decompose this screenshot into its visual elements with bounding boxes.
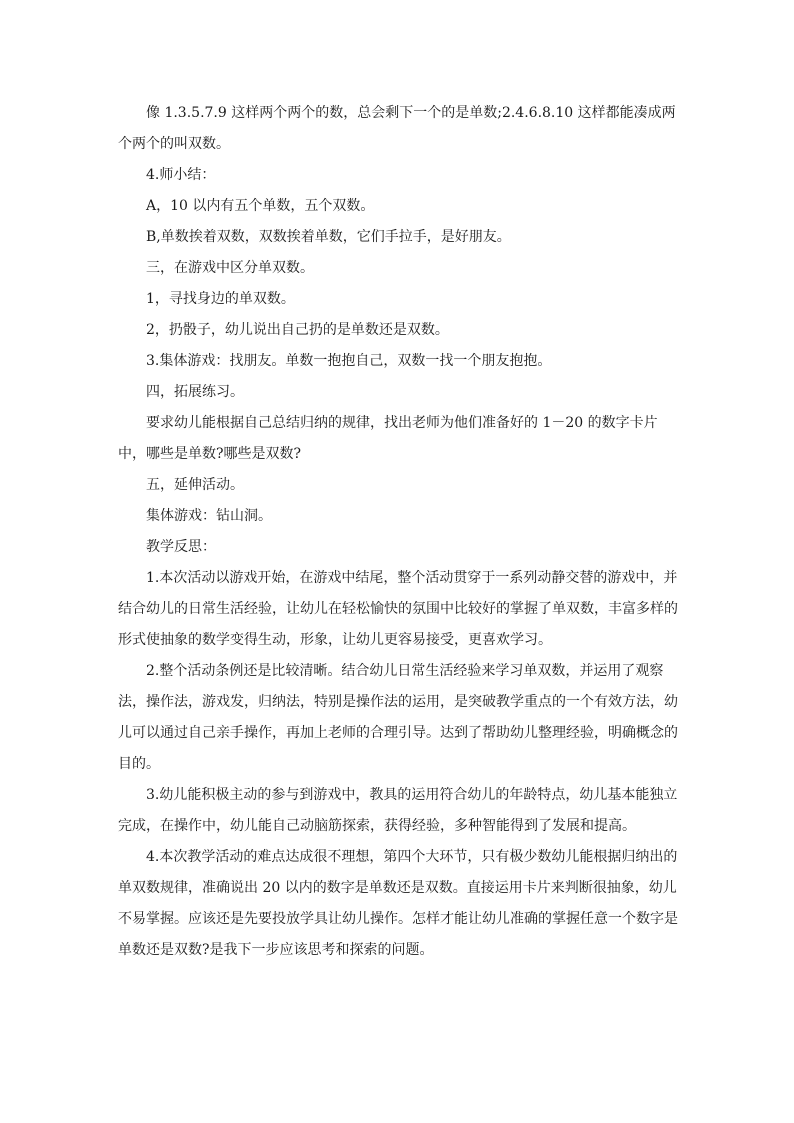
paragraph-step-1: 1，寻找身边的单双数。 [146, 291, 295, 307]
paragraph-odd-even-definition: 像 1.3.5.7.9 这样两个两个的数，总会剩下一个的是单数;2.4.6.8.10 这样都能凑成两个两个的叫双数。 [118, 105, 676, 152]
paragraph-summary-b: B,单数挨着双数，双数挨着单数，它们手拉手，是好朋友。 [146, 229, 511, 245]
section-heading-reflection: 教学反思： [146, 539, 216, 555]
paragraph-teacher-summary-heading: 4.师小结： [146, 167, 216, 183]
paragraph-step-3: 3.集体游戏：找朋友。单数一抱抱自己，双数一找一个朋友抱抱。 [146, 353, 552, 369]
paragraph-step-2: 2，扔骰子，幼儿说出自己扔的是单数还是双数。 [146, 322, 449, 338]
section-heading-four: 四，拓展练习。 [146, 384, 244, 400]
paragraph-extension-practice: 要求幼儿能根据自己总结归纳的规律，找出老师为他们准备好的 1－20 的数字卡片中，哪些是单数?哪些是双数? [118, 415, 658, 462]
paragraph-reflection-4: 4.本次教学活动的难点达成很不理想，第四个大环节，只有极少数幼儿能根据归纳出的单双数规律，准确说出 20 以内的数字是单数还是双数。直接运用卡片来判断很抽象，幼儿不易掌握。应该还是先要投放学具让幼儿操作。怎样才能让幼儿准确的掌握任意一个数字是单数还是双数?是我下一步应该思考和探索的问题。 [118, 849, 678, 958]
section-heading-three: 三，在游戏中区分单双数。 [146, 260, 314, 276]
section-heading-five: 五，延伸活动。 [146, 477, 244, 493]
paragraph-group-game: 集体游戏：钻山洞。 [146, 508, 272, 524]
paragraph-reflection-2: 2.整个活动条例还是比较清晰。结合幼儿日常生活经验来学习单双数，并运用了观察法，操作法，游戏发，归纳法，特别是操作法的运用，是突破教学重点的一个有效方法，幼儿可以通过自己亲手操作，再加上老师的合理引导。达到了帮助幼儿整理经验，明确概念的目的。 [118, 663, 678, 772]
paragraph-reflection-3: 3.幼儿能积极主动的参与到游戏中，教具的运用符合幼儿的年龄特点，幼儿基本能独立完成，在操作中，幼儿能自己动脑筋探索，获得经验，多种智能得到了发展和提高。 [118, 787, 678, 834]
document-page [118, 98, 680, 966]
paragraph-summary-a: A，10 以内有五个单数，五个双数。 [146, 198, 375, 214]
paragraph-reflection-1: 1.本次活动以游戏开始，在游戏中结尾，整个活动贯穿于一系列动静交替的游戏中，并结合幼儿的日常生活经验，让幼儿在轻松愉快的氛围中比较好的掌握了单双数，丰富多样的形式使抽象的数学变得生动，形象，让幼儿更容易接受，更喜欢学习。 [118, 570, 678, 648]
